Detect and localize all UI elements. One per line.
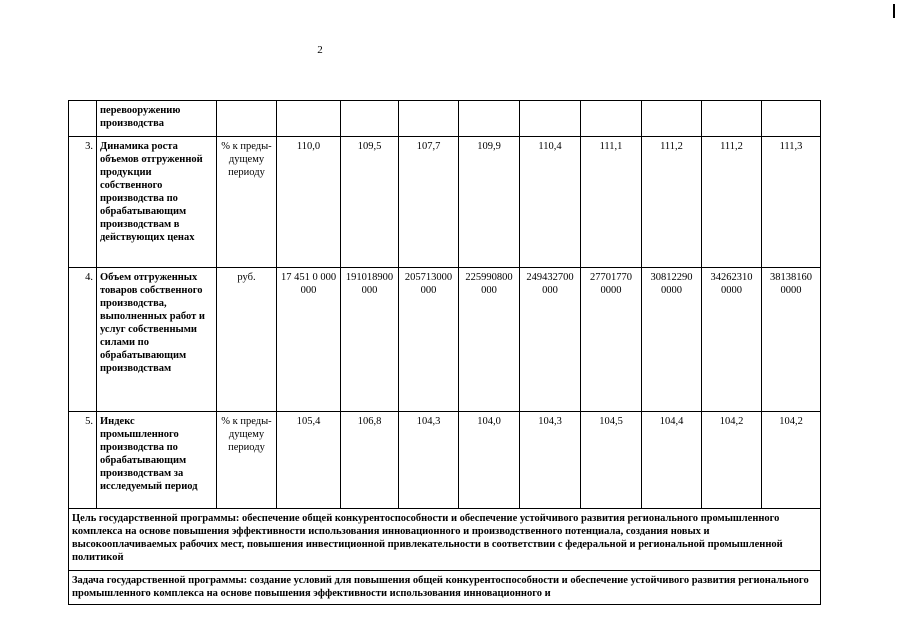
value-cell: [399, 101, 459, 137]
value-cell: [520, 101, 581, 137]
indicator-name: перевооружению производства: [97, 101, 217, 137]
scan-edge-mark: [893, 4, 895, 18]
value-cell: 104,0: [459, 412, 520, 509]
value-cell: 27701770 0000: [581, 268, 642, 412]
indicator-name: Индекс промышленного производства по обрабатывающим производствам за исследуемый период: [97, 412, 217, 509]
value-cell: 111,2: [642, 137, 702, 268]
value-cell: 205713000 000: [399, 268, 459, 412]
value-cell: 111,2: [702, 137, 762, 268]
value-cell: 109,5: [341, 137, 399, 268]
value-cell: 107,7: [399, 137, 459, 268]
unit-cell: % к преды-дущему периоду: [217, 412, 277, 509]
value-cell: 105,4: [277, 412, 341, 509]
table-row: [69, 412, 821, 509]
table-row: [69, 101, 821, 137]
unit-cell: % к преды-дущему периоду: [217, 137, 277, 268]
value-cell: [762, 101, 821, 137]
value-cell: [581, 101, 642, 137]
value-cell: 110,0: [277, 137, 341, 268]
value-cell: 104,3: [399, 412, 459, 509]
table-row: [69, 137, 821, 268]
value-cell: 104,2: [702, 412, 762, 509]
value-cell: 104,4: [642, 412, 702, 509]
value-cell: 225990800 000: [459, 268, 520, 412]
row-number: 3.: [69, 137, 97, 268]
unit-cell: [217, 101, 277, 137]
value-cell: 191018900 000: [341, 268, 399, 412]
value-cell: [642, 101, 702, 137]
row-number: [69, 101, 97, 137]
value-cell: 104,3: [520, 412, 581, 509]
page-number: 2: [317, 44, 323, 56]
value-cell: 249432700 000: [520, 268, 581, 412]
value-cell: [459, 101, 520, 137]
value-cell: 111,3: [762, 137, 821, 268]
table-body: [69, 101, 821, 605]
value-cell: 17 451 0 000 000: [277, 268, 341, 412]
value-cell: [277, 101, 341, 137]
table-row: [69, 571, 821, 605]
value-cell: 110,4: [520, 137, 581, 268]
value-cell: 104,2: [762, 412, 821, 509]
indicators-table: [68, 100, 821, 605]
value-cell: 104,5: [581, 412, 642, 509]
table-row: [69, 268, 821, 412]
value-cell: [341, 101, 399, 137]
value-cell: 106,8: [341, 412, 399, 509]
value-cell: 30812290 0000: [642, 268, 702, 412]
indicator-name: Объем отгруженных товаров собственного производства, выполненных работ и услуг собственными силами по обрабатывающим производствам: [97, 268, 217, 412]
value-cell: 109,9: [459, 137, 520, 268]
unit-cell: руб.: [217, 268, 277, 412]
value-cell: 34262310 0000: [702, 268, 762, 412]
program-task: Задача государственной программы: создание условий для повышения общей конкурентоспособности и обеспечение устойчивого развития регионального промышленного комплекса на основе повышения эффективности использования инновационного и: [69, 571, 821, 605]
program-goal: Цель государственной программы: обеспечение общей конкурентоспособности и обеспечение устойчивого развития регионального промышленного комплекса на основе повышения эффективности использования инновационного и производственного потенциала, создания новых и высокооплачиваемых рабочих мест, повышения инвестиционной привлекательности в соответствии с федеральной и региональной промышленной политикой: [69, 509, 821, 571]
row-number: 5.: [69, 412, 97, 509]
value-cell: [702, 101, 762, 137]
value-cell: 38138160 0000: [762, 268, 821, 412]
value-cell: 111,1: [581, 137, 642, 268]
table-row: [69, 509, 821, 571]
row-number: 4.: [69, 268, 97, 412]
indicator-name: Динамика роста объемов отгруженной продукции собственного производства по обрабатывающим производствам в действующих ценах: [97, 137, 217, 268]
